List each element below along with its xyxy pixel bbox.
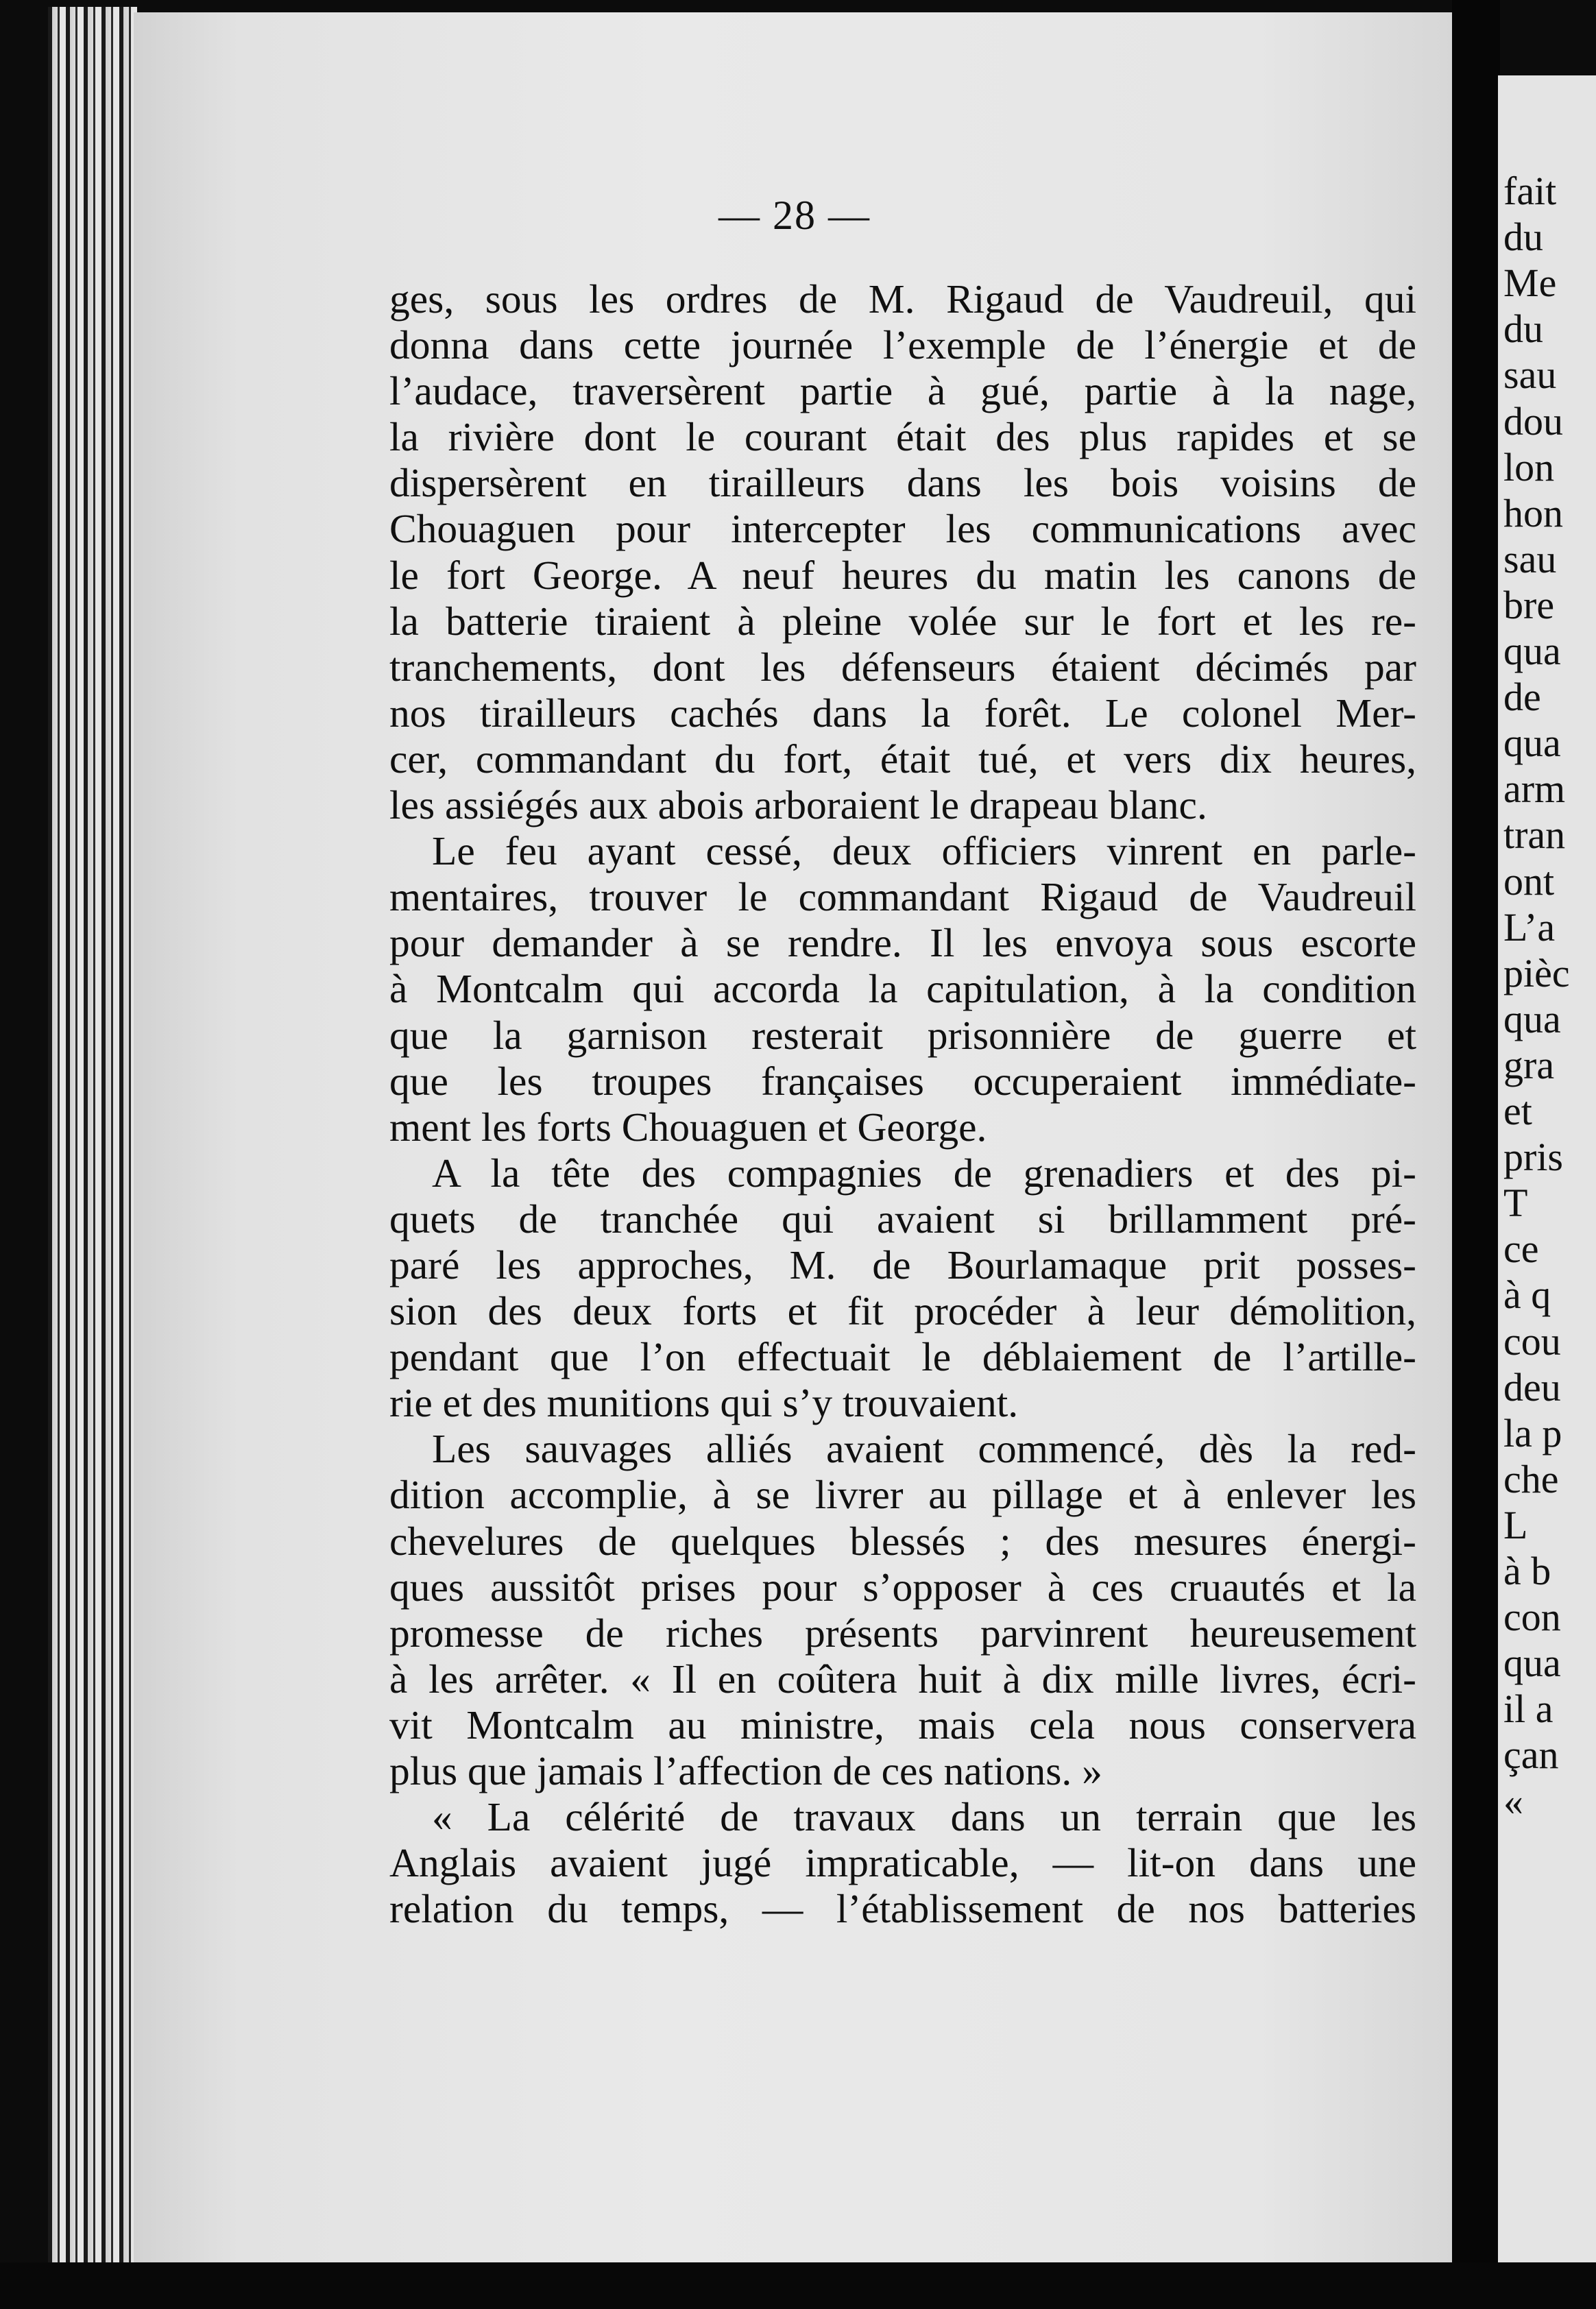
text-line: que les troupes françaises occuperaient immédiate- [389, 1058, 1416, 1104]
facing-page-fragment: ce [1503, 1226, 1539, 1272]
text-line: pour demander à se rendre. Il les envoya sous escorte [389, 920, 1416, 966]
text-line: Le feu ayant cessé, deux officiers vinrent en parle- [432, 828, 1416, 874]
text-line: mentaires, trouver le commandant Rigaud de Vaudreuil [389, 874, 1416, 920]
text-line: le fort George. A neuf heures du matin les canons de [389, 552, 1416, 598]
facing-page-fragment: qua [1503, 629, 1561, 673]
page-number: — 28 — [718, 193, 871, 238]
text-line: paré les approches, M. de Bourlamaque prit posses- [389, 1242, 1416, 1288]
facing-page-fragment: il a [1503, 1687, 1553, 1732]
facing-page-fragment: du [1503, 215, 1543, 260]
facing-page-fragment: gra [1503, 1042, 1555, 1087]
text-line: A la tête des compagnies de grenadiers et des pi- [432, 1150, 1416, 1196]
facing-page-fragment: à b [1503, 1549, 1551, 1593]
text-line: sion des deux forts et fit procéder à leur démolition, [389, 1288, 1416, 1334]
facing-page-fragment: du [1503, 306, 1543, 352]
text-line: la batterie tiraient à pleine volée sur le fort et les re- [389, 598, 1416, 644]
facing-page-fragment: T [1503, 1181, 1528, 1226]
facing-page-fragment: Me [1503, 261, 1557, 306]
text-line: ques aussitôt prises pour s’opposer à ces cruautés et la [389, 1564, 1416, 1610]
facing-page-fragment: tran [1503, 812, 1566, 858]
page-stack-edge [48, 7, 137, 2269]
facing-page-fragment: de [1503, 675, 1541, 720]
text-line: relation du temps, — l’établissement de nos batteries [389, 1886, 1416, 1932]
text-line: donna dans cette journée l’exemple de l’énergie et de [389, 322, 1416, 368]
facing-page-edge [1498, 75, 1596, 2269]
text-line: Anglais avaient jugé impraticable, — lit-on dans une [389, 1840, 1416, 1886]
text-line: tranchements, dont les défenseurs étaient décimés par [389, 644, 1416, 690]
facing-page-fragment: et [1503, 1089, 1532, 1133]
text-line: ges, sous les ordres de M. Rigaud de Vaudreuil, qui [389, 276, 1416, 322]
facing-page-fragment: lon [1503, 444, 1555, 489]
facing-page-fragment: çan [1503, 1732, 1559, 1778]
facing-page-fragment: la p [1503, 1410, 1562, 1455]
facing-page-fragment: qua [1503, 1641, 1561, 1686]
facing-page-fragment: qua [1503, 996, 1561, 1041]
text-line: dition accomplie, à se livrer au pillage et à enlever les [389, 1472, 1416, 1518]
text-line: chevelures de quelques blessés ; des mesures énergi- [389, 1518, 1416, 1564]
facing-page-fragment: fait [1503, 169, 1557, 213]
facing-page-fragment: arm [1503, 766, 1566, 812]
text-line: dispersèrent en tirailleurs dans les bois voisins de [389, 460, 1416, 506]
facing-page-fragment: pris [1503, 1135, 1563, 1180]
facing-page-fragment: à q [1503, 1272, 1551, 1318]
facing-page-fragment: « [1503, 1778, 1523, 1824]
text-line: à Montcalm qui accorda la capitulation, à la condition [389, 966, 1416, 1012]
text-line: Chouaguen pour intercepter les communications avec [389, 506, 1416, 552]
facing-page-fragment: cou [1503, 1318, 1561, 1364]
book-gutter [1452, 0, 1500, 2309]
facing-page-fragment: sau [1503, 352, 1557, 398]
facing-page-fragment: deu [1503, 1364, 1561, 1410]
facing-page-fragment: hon [1503, 490, 1563, 535]
facing-page-fragment: pièc [1503, 950, 1570, 995]
text-line: quets de tranchée qui avaient si brillamment pré- [389, 1196, 1416, 1242]
scan-bottom-edge [0, 2262, 1596, 2309]
text-line: vit Montcalm au ministre, mais cela nous conservera [389, 1702, 1416, 1748]
text-line: rie et des munitions qui s’y trouvaient. [389, 1380, 1019, 1426]
text-line: les assiégés aux abois arboraient le drapeau blanc. [389, 782, 1207, 828]
facing-page-fragment: che [1503, 1456, 1559, 1501]
facing-page-fragment: sau [1503, 536, 1557, 581]
text-line: cer, commandant du fort, était tué, et vers dix heures, [389, 736, 1416, 782]
body-text [389, 276, 1416, 1932]
text-line: nos tirailleurs cachés dans la forêt. Le colonel Mer- [389, 690, 1416, 736]
text-line: ment les forts Chouaguen et George. [389, 1104, 987, 1150]
text-line: pendant que l’on effectuait le déblaiement de l’artille- [389, 1334, 1416, 1380]
text-line: plus que jamais l’affection de ces nations. » [389, 1748, 1102, 1793]
facing-page-fragment: qua [1503, 721, 1561, 766]
text-line: la rivière dont le courant était des plus rapides et se [389, 414, 1416, 460]
facing-page-fragment: L’a [1503, 904, 1556, 950]
facing-page-fragment: con [1503, 1595, 1561, 1640]
facing-page-fragment: bre [1503, 582, 1555, 627]
text-line: « La célérité de travaux dans un terrain que les [432, 1794, 1416, 1840]
text-line: que la garnison resterait prisonnière de guerre et [389, 1012, 1416, 1058]
text-line: à les arrêter. « Il en coûtera huit à dix mille livres, écri- [389, 1656, 1416, 1702]
text-line: Les sauvages alliés avaient commencé, dès la red- [432, 1426, 1416, 1472]
text-line: l’audace, traversèrent partie à gué, partie à la nage, [389, 368, 1416, 414]
facing-page-fragment: ont [1503, 858, 1555, 904]
facing-page-fragment: dou [1503, 398, 1563, 444]
facing-page-fragment: L [1503, 1502, 1528, 1547]
text-line: promesse de riches présents parvinrent heureusement [389, 1610, 1416, 1656]
